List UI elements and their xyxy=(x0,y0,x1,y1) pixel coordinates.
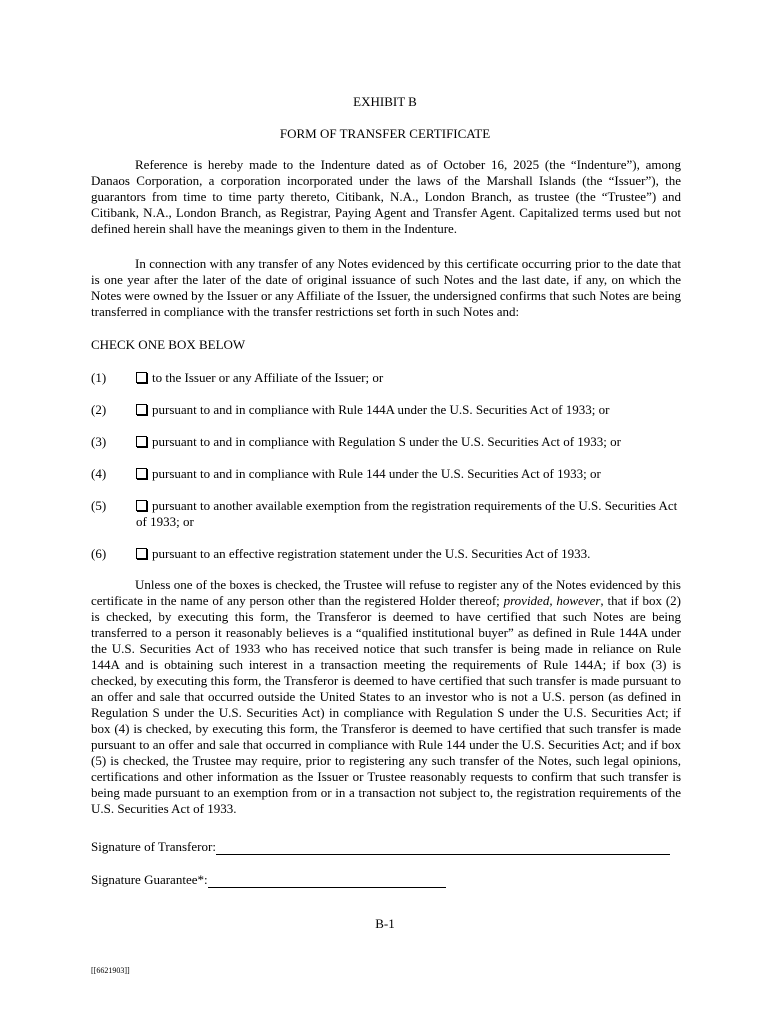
option-text: pursuant to and in compliance with Regulation S under the U.S. Securities Act of 1933; or xyxy=(152,434,622,449)
option-text: pursuant to an effective registration statement under the U.S. Securities Act of 1933. xyxy=(152,546,591,561)
option-text: pursuant to and in compliance with Rule 144A under the U.S. Securities Act of 1933; or xyxy=(152,402,610,417)
reference-paragraph: Reference is hereby made to the Indenture dated as of October 16, 2025 (the “Indenture”), among Danaos Corporation, a corporation incorporated under the laws of the Marshall Islands (the “Issuer”), the guarantors from time to time party thereto, Citibank, N.A., London Branch, as trustee (the “Trustee”) and Citibank, N.A., London Branch, as Registrar, Paying Agent and Transfer Agent. Capitalized terms used but not defined herein shall have the meanings given to them in the Indenture. xyxy=(91,157,681,236)
unless-text-start: Unless one of the boxes is checked, the Trustee will refuse to register any of the Notes evidenced by this certificate in the name of any person other than the registered Holder thereof; xyxy=(91,577,681,608)
option-text: pursuant to and in compliance with Rule 144 under the U.S. Securities Act of 1933; or xyxy=(152,466,601,481)
transferor-signature-row xyxy=(91,839,670,855)
exhibit-title: EXHIBIT B xyxy=(353,94,417,109)
option-number: (5) xyxy=(91,498,107,513)
transferor-signature-field[interactable] xyxy=(216,840,670,855)
guarantee-signature-label: Signature Guarantee*: xyxy=(91,872,208,887)
checkbox-icon[interactable] xyxy=(136,436,147,447)
connection-paragraph: In connection with any transfer of any Notes evidenced by this certificate occurring prior to the date that is one year after the later of the date of original issuance of such Notes and the last date, if any, on which the Notes were owned by the Issuer or any Affiliate of the Issuer, the undersigned confirms that such Notes are being transferred in compliance with the transfer restrictions set forth in such Notes and: xyxy=(91,256,681,319)
option-number: (6) xyxy=(91,546,107,561)
checkbox-icon[interactable] xyxy=(136,548,147,559)
unless-text-rest: , that if box (2) is checked, by executing this form, the Transferor is deemed to have certified that such Notes are being transferred to a person it reasonably believes is a “qualified institutional buyer” as defined in Rule 144A under the U.S. Securities Act of 1933 who has received notice that such transfer is being made in reliance on Rule 144A and is obtaining such interest in a transaction meeting the requirements of Rule 144A; if box (3) is checked, by executing this form, the Transferor is deemed to have certified that such transfer is made pursuant to an offer and sale that occurred outside the United States to an investor who is not a U.S. person (as defined in Regulation S under the U.S. Securities Act) in compliance with Regulation S under the U.S. Securities Act; if box (4) is checked, by executing this form, the Transferor is deemed to have certified that such transfer is made pursuant to an offer and sale that occurred in compliance with Rule 144 under the U.S. Securities Act; and if box (5) is checked, the Trustee may require, prior to registering any such transfer of the Notes, such legal opinions, certifications and other information as the Issuer or Trustee reasonably requests to confirm that such transfer is being made pursuant to an exemption from or in a transaction not subject to, the registration requirements of the U.S. Securities Act of 1933. xyxy=(91,593,681,816)
document-id: [[6621903]] xyxy=(91,966,130,975)
guarantee-signature-field[interactable] xyxy=(208,873,446,888)
unless-paragraph xyxy=(91,577,681,817)
page-number: B-1 xyxy=(375,916,395,931)
transferor-signature-label: Signature of Transferor: xyxy=(91,839,216,854)
check-one-box-label: CHECK ONE BOX BELOW xyxy=(91,337,246,352)
option-number: (1) xyxy=(91,370,107,385)
checkbox-icon[interactable] xyxy=(136,500,147,511)
checkbox-icon[interactable] xyxy=(136,372,147,383)
guarantee-signature-row xyxy=(91,872,446,888)
option-text: pursuant to another available exemption from the registration requirements of the U.S. Securities Act of 1933; or xyxy=(136,498,678,529)
checkbox-icon[interactable] xyxy=(136,404,147,415)
checkbox-icon[interactable] xyxy=(136,468,147,479)
option-number: (3) xyxy=(91,434,107,449)
option-text: to the Issuer or any Affiliate of the Issuer; or xyxy=(152,370,384,385)
form-title: FORM OF TRANSFER CERTIFICATE xyxy=(279,126,491,141)
option-number: (4) xyxy=(91,466,107,481)
unless-italic-proviso: provided, however xyxy=(503,593,601,608)
option-number: (2) xyxy=(91,402,107,417)
